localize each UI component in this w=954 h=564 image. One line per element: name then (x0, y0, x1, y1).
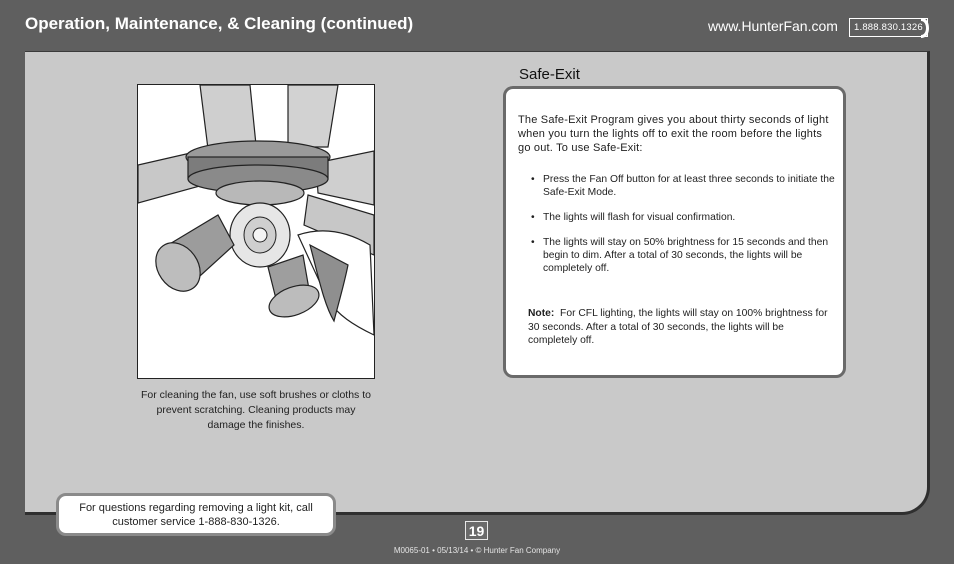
website-url[interactable]: www.HunterFan.com (708, 18, 838, 34)
bullet-icon: • (531, 237, 535, 248)
note-text: For CFL lighting, the lights will stay on 100% brightness for 30 seconds. After a total of 30 seconds, the lights will be completely off. (528, 308, 828, 346)
note-label: Note: (528, 308, 555, 319)
bullet-text: The lights will flash for visual confirmation. (543, 212, 736, 223)
bullet-text: The lights will stay on 50% brightness for 15 seconds and then begin to dim. After a total of 30 seconds, the lights will be completely off. (543, 237, 829, 274)
list-item (528, 211, 840, 224)
light-kit-callout: For questions regarding removing a light kit, call customer service 1-888-830-1326. (56, 493, 336, 536)
bullet-icon: • (531, 212, 535, 223)
section-title-safe-exit: Safe-Exit (519, 66, 580, 83)
footer-text: M0065-01 • 05/13/14 • © Hunter Fan Company (393, 546, 561, 555)
cleaning-caption: For cleaning the fan, use soft brushes or cloths to prevent scratching. Cleaning products may damage the finishes. (141, 389, 371, 431)
fan-cleaning-illustration (137, 84, 375, 379)
phone-handset-icon (917, 17, 931, 39)
bullet-icon: • (531, 174, 535, 185)
safe-exit-info-box (503, 86, 846, 378)
safe-exit-bullet-list (528, 173, 840, 287)
safe-exit-intro: The Safe-Exit Program gives you about thirty seconds of light when you turn the lights off to exit the room before the lights go out. To use Safe-Exit: (518, 114, 829, 154)
cfl-note (528, 307, 833, 348)
page-header-title: Operation, Maintenance, & Cleaning (continued) (25, 14, 414, 33)
page-number: 19 (465, 521, 488, 540)
bullet-text: Press the Fan Off button for at least three seconds to initiate the Safe-Exit Mode. (543, 174, 835, 198)
list-item (528, 173, 840, 199)
phone-number-box: 1.888.830.1326 (849, 18, 928, 37)
list-item (528, 236, 840, 275)
